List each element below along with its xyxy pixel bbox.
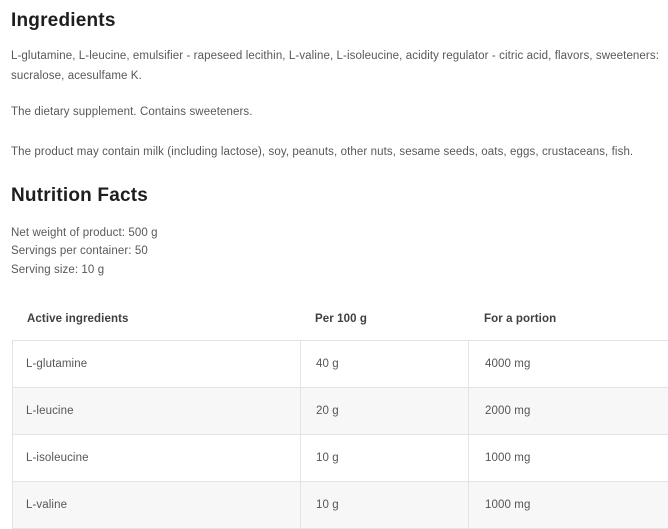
serving-size-line: Serving size: 10 g <box>11 263 105 276</box>
ingredients-composition-text: L-glutamine, L-leucine, emulsifier - rapeseed lecithin, L-valine, L-isoleucine, acidity regulator - citric acid, flavors, sweeteners: sucralose, acesulfame K. <box>11 49 659 82</box>
table-row <box>13 388 668 435</box>
table-row <box>13 435 668 482</box>
per-100g-value-cell: 20 g <box>300 388 468 434</box>
ingredient-name-cell: L-glutamine <box>26 358 88 370</box>
supplement-note-text: The dietary supplement. Contains sweeteners. <box>11 105 253 118</box>
ingredient-name-cell: L-isoleucine <box>26 452 89 464</box>
ingredient-name-cell: L-leucine <box>26 405 74 417</box>
servings-per-container-line: Servings per container: 50 <box>11 245 148 257</box>
nutrition-table-header-row <box>12 313 668 341</box>
net-weight-line: Net weight of product: 500 g <box>11 226 158 239</box>
column-header-for-a-portion: For a portion <box>484 313 557 325</box>
nutrition-table-body <box>12 341 668 529</box>
per-100g-value-cell: 40 g <box>300 341 468 387</box>
per-portion-value-cell: 1000 mg <box>468 435 668 481</box>
table-row <box>13 341 668 388</box>
column-header-active-ingredients: Active ingredients <box>27 313 129 325</box>
per-100g-value-cell: 10 g <box>300 482 468 528</box>
per-portion-value-cell: 1000 mg <box>468 482 668 528</box>
per-portion-value-cell: 4000 mg <box>468 341 668 387</box>
nutrition-facts-heading: Nutrition Facts <box>11 184 149 206</box>
ingredients-heading: Ingredients <box>11 10 116 31</box>
table-row <box>13 482 668 529</box>
per-100g-value-cell: 10 g <box>300 435 468 481</box>
per-portion-value-cell: 2000 mg <box>468 388 668 434</box>
ingredient-name-cell: L-valine <box>26 499 68 511</box>
allergen-note-text: The product may contain milk (including lactose), soy, peanuts, other nuts, sesame seeds, oats, eggs, crustaceans, fish. <box>11 145 634 158</box>
column-header-per-100g: Per 100 g <box>315 313 368 325</box>
serving-info-block <box>11 224 668 280</box>
nutrition-table <box>12 313 668 529</box>
